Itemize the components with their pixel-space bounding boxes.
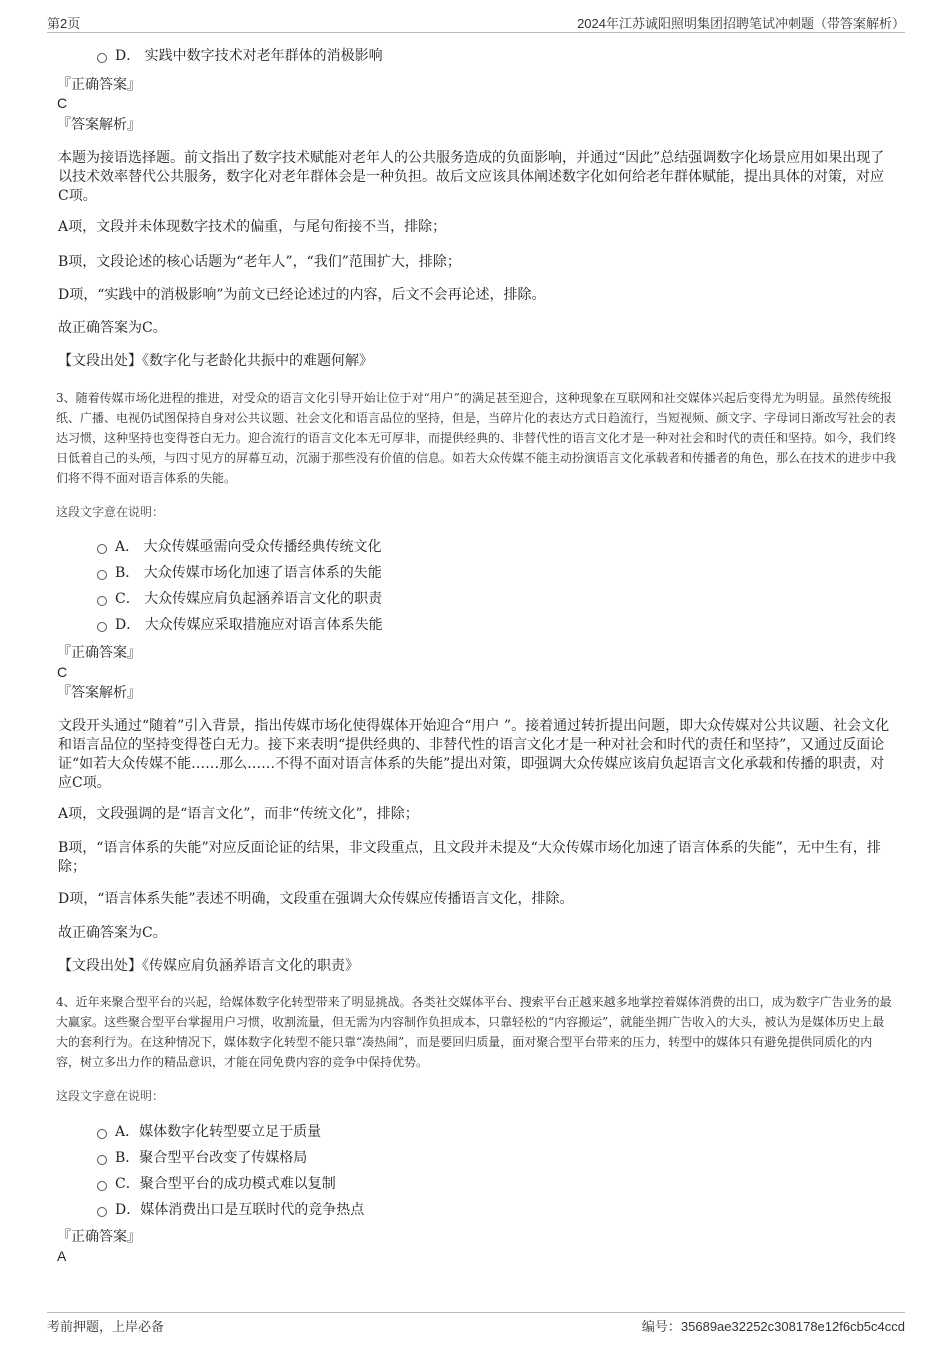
q3-option-c[interactable]: C． 大众传媒应肩负起涵养语言文化的职责 [97,589,382,609]
analysis-option-b: B项，“语言体系的失能”对应反面论证的结果，非文段重点，且文段并未提及“大众传媒市场化加速了语言体系的失能”，无中生有，排除； [58,840,881,875]
q3-option-d[interactable]: D． 大众传媒应采取措施应对语言体系失能 [97,615,383,635]
radio-icon[interactable] [97,596,107,606]
analysis-option-d: D项，“语言体系失能”表述不明确，文段重在强调大众传媒应传播语言文化，排除。 [58,891,574,907]
radio-icon[interactable] [97,544,107,554]
answer-value: C [57,95,68,111]
q4-option-c[interactable]: C．聚合型平台的成功模式难以复制 [97,1174,336,1194]
analysis-label: 『答案解析』 [57,117,141,133]
radio-icon[interactable] [97,53,107,63]
q3-option-b[interactable]: B． 大众传媒市场化加速了语言体系的失能 [97,563,382,583]
answer-label: 『正确答案』 [57,645,141,661]
analysis-label: 『答案解析』 [57,685,141,701]
radio-icon[interactable] [97,570,107,580]
radio-icon[interactable] [97,1207,107,1217]
question-4-text: 4、近年来聚合型平台的兴起，给媒体数字化转型带来了明显挑战。各类社交媒体平台、搜索平台正越来越多地掌控着媒体消费的出口，成为数字广告业务的最大赢家。这些聚合型平台掌握用户习惯，收割流量，但无需为内容制作负担成本，只靠轻松的“内容搬运”，就能坐拥广告收入的大头，被认为是媒体历史上最大的套利行为。在这种情况下，媒体数字化转型不能只靠“凑热闹”，而是要回归质量，面对聚合型平台带来的压力，转型中的媒体只有避免提供同质化的内容，树立多出力作的精品意识，才能在同免费内容的竞争中保持优势。 [56,995,892,1069]
analysis-option-b: B项，文段论述的核心话题为“老年人”，“我们”范围扩大，排除； [58,254,461,270]
q3-option-a[interactable]: A． 大众传媒亟需向受众传播经典传统文化 [97,537,382,557]
page-number: 第2页 [47,16,81,31]
question-4-hint: 这段文字意在说明： [56,1089,165,1103]
source-citation: 【文段出处】《传媒应肩负涵养语言文化的职责》 [58,958,359,974]
question-3-hint: 这段文字意在说明： [56,505,165,519]
source-citation: 【文段出处】《数字化与老龄化共振中的难题何解》 [58,353,373,369]
option-d-prev[interactable]: D． 实践中数字技术对老年群体的消极影响 [97,46,383,66]
document-title: 2024年江苏诚阳照明集团招聘笔试冲刺题（带答案解析） [577,16,905,31]
q4-option-d[interactable]: D．媒体消费出口是互联时代的竞争热点 [97,1200,364,1220]
radio-icon[interactable] [97,1129,107,1139]
analysis-option-a: A项，文段强调的是“语言文化”，而非“传统文化”，排除； [58,806,419,822]
q4-option-b[interactable]: B．聚合型平台改变了传媒格局 [97,1148,307,1168]
page-footer [47,1312,905,1335]
q4-option-a[interactable]: A．媒体数字化转型要立足于质量 [97,1122,321,1142]
answer-label: 『正确答案』 [57,77,141,93]
analysis-paragraph: 文段开头通过“随着”引入背景，指出传媒市场化使得媒体开始迎合“用户 ”。接着通过转折提出问题，即大众传媒对公共议题、社会文化和语言品位的坚持变得苍白无力。接下来表明“提供经典的、非替代性的语言文化才是一种对社会和时代的责任和坚持”，又通过反面论证“如若大众传媒不能……那么……不得不面对语言体系的失能”提出对策，即强调大众传媒应该肩负起语言文化承载和传播的职责，对应C项。 [58,718,890,791]
radio-icon[interactable] [97,1155,107,1165]
radio-icon[interactable] [97,1181,107,1191]
document-id: 编号：35689ae32252c308178e12f6cb5c4ccd [641,1319,905,1334]
answer-label: 『正确答案』 [57,1229,141,1245]
radio-icon[interactable] [97,622,107,632]
analysis-option-a: A项，文段并未体现数字技术的偏重，与尾句衔接不当，排除； [58,219,447,235]
question-3-text: 3、随着传媒市场化进程的推进，对受众的语言文化引导开始让位于对“用户”的满足甚至迎合，这种现象在互联网和社交媒体兴起后变得尤为明显。虽然传统报纸、广播、电视仍试图保持自身对公共议题、社会文化和语言品位的坚持，但是，当碎片化的表达方式日趋流行，当短视频、颜文字、字母词日渐改写社会的表达习惯，这种坚持也变得苍白无力。迎合流行的语言文化本无可厚非，而提供经典的、非替代性的语言文化才是一种对社会和时代的责任和坚持。如今，我们终日低着自己的头颅，与四寸见方的屏幕互动，沉溺于那些没有价值的信息。如若大众传媒不能主动扮演语言文化承载者和传播者的角色，那么在技术的进步中我们将不得不面对语言体系的失能。 [56,391,897,485]
page-header [47,10,905,33]
analysis-conclusion: 故正确答案为C。 [58,925,167,941]
footer-slogan: 考前押题，上岸必备 [47,1319,165,1334]
analysis-conclusion: 故正确答案为C。 [58,320,167,336]
answer-value: C [57,664,68,680]
analysis-paragraph: 本题为接语选择题。前文指出了数字技术赋能对老年人的公共服务造成的负面影响，并通过“因此”总结强调数字化场景应用如果出现了以技术效率替代公共服务，数字化对老年群体会是一种负担。故后文应该具体阐述数字化如何给老年群体赋能，提出具体的对策，对应C项。 [58,150,885,204]
analysis-option-d: D项，“实践中的消极影响”为前文已经论述过的内容，后文不会再论述，排除。 [58,287,546,303]
answer-value: A [57,1248,67,1264]
